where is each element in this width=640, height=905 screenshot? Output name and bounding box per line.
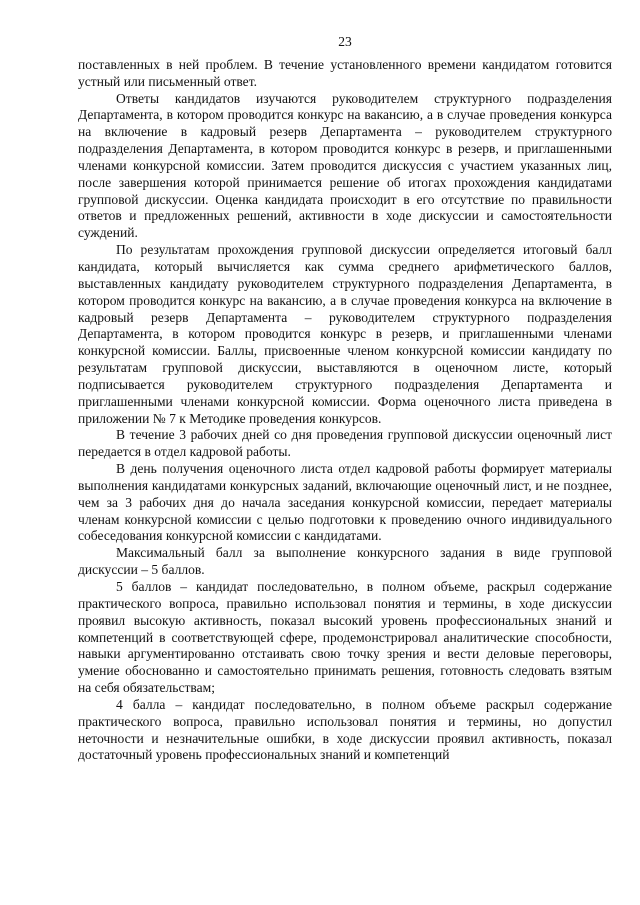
paragraph-3: По результатам прохождения групповой дискуссии определяется итоговый балл кандидата, который вычисляется как сумма среднего арифметического баллов, выставленных кандидату руководителем структурного подразделения Департамента, в котором проводится конкурс на вакансию, а в случае проведения конкурса на включение в кадровый резерв Департамента – руководителем структурного подразделения Департамента, в котором проводится конкурс в резерв, и приглашенными членами конкурсной комиссии. Баллы, присвоенные членом конкурсной комиссии кандидату по результатам групповой дискуссии, выставляются в оценочном листе, который подписывается руководителем структурного подразделения Департамента и приглашенными членами конкурсной комиссии. Форма оценочного листа приведена в приложении № 7 к Методике проведения конкурсов. bbox=[78, 242, 612, 426]
paragraph-1: поставленных в ней проблем. В течение установленного времени кандидатом готовится устный или письменный ответ. bbox=[78, 56, 612, 89]
paragraph-6: Максимальный балл за выполнение конкурсного задания в виде групповой дискуссии – 5 баллов. bbox=[78, 545, 612, 578]
paragraph-8: 4 балла – кандидат последовательно, в полном объеме раскрыл содержание практического вопроса, правильно использовал понятия и термины, но допустил неточности и незначительные ошибки, в ходе дискуссии проявил активность, показал достаточный уровень профессиональных знаний и компетенций bbox=[78, 696, 612, 763]
paragraph-2: Ответы кандидатов изучаются руководителем структурного подразделения Департамента, в котором проводится конкурс на вакансию, а в случае проведения конкурса на включение в кадровый резерв Департамента – руководителем структурного подразделения Департамента, в котором проводится конкурс в резерв, и приглашенными членами конкурсной комиссии. Затем проводится дискуссия с участием указанных лиц, после завершения которой принимается решение об итогах прохождения кандидатами групповой дискуссии. Оценка кандидата происходит в его отсутствие по правильности ответов и предложенных решений, активности в ходе дискуссии и самостоятельности суждений. bbox=[78, 90, 612, 241]
page-number: 23 bbox=[338, 34, 352, 49]
document-page bbox=[78, 34, 612, 764]
paragraph-5: В день получения оценочного листа отдел кадровой работы формирует материалы выполнения кандидатами конкурсных заданий, включающие оценочный лист, и не позднее, чем за 3 рабочих дня до начала заседания конкурсной комиссии, передает материалы членам конкурсной комиссии с целью подготовки к проведению очного индивидуального собеседования конкурсной комиссии с кандидатами. bbox=[78, 461, 612, 544]
paragraph-4: В течение 3 рабочих дней со дня проведения групповой дискуссии оценочный лист передается в отдел кадровой работы. bbox=[78, 427, 612, 460]
paragraph-7: 5 баллов – кандидат последовательно, в полном объеме, раскрыл содержание практического вопроса, правильно использовал понятия и термины, в ходе дискуссии проявил высокую активность, показал высокий уровень профессиональных знаний и компетенций в соответствующей сфере, продемонстрировал аналитические способности, навыки аргументированно отстаивать свою точку зрения и вести деловые переговоры, умение обоснованно и самостоятельно принимать решения, готовность следовать взятым на себя обязательствам; bbox=[78, 579, 612, 696]
